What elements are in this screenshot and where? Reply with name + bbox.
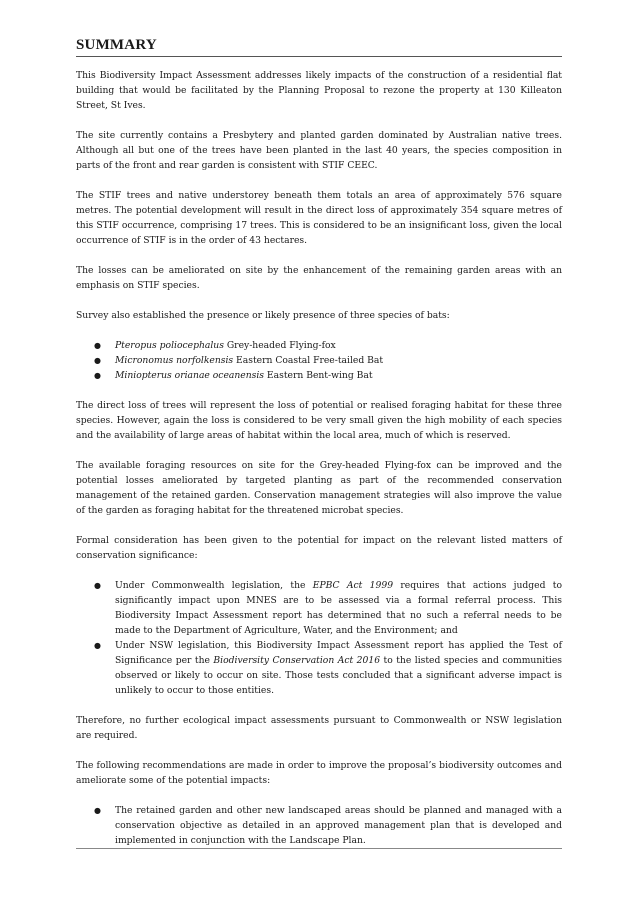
- list-item: [76, 578, 562, 638]
- legislation-text: Under NSW legislation, this Biodiversity Impact Assessment report has applied the Test of Significance per the: [115, 640, 562, 666]
- species-scientific-name: Micronomus norfolkensis: [115, 355, 234, 366]
- species-common-name: Eastern Coastal Free-tailed Bat: [233, 355, 384, 366]
- species-common-name: Eastern Bent-wing Bat: [264, 370, 373, 381]
- act-name: EPBC Act 1999: [312, 580, 394, 591]
- act-name: Biodiversity Conservation Act 2016: [213, 655, 381, 666]
- recommendation-text: The retained garden and other new landscaped areas should be planned and managed with a conservation objective as detailed in an approved management plan that is developed and implemented in conjunction with the Landscape Plan.: [115, 805, 562, 846]
- list-item: [76, 638, 562, 698]
- bullet-icon: ●: [94, 641, 101, 650]
- list-item: [76, 803, 562, 848]
- paragraph-bats-intro: Survey also established the presence or likely presence of three species of bats:: [76, 310, 450, 321]
- species-scientific-name: Miniopterus orianae oceanensis: [115, 370, 265, 381]
- list-item: [76, 338, 562, 353]
- paragraph-foraging: The available foraging resources on site for the Grey-headed Flying-fox can be improved and the potential losses ameliorated by targeted planting as part of the recommended conservation management of the retained garden. Conservation management strategies will also improve the value of the garden as foraging habitat for the threatened microbat species.: [76, 460, 562, 516]
- bullet-icon: ●: [94, 581, 101, 590]
- paragraph-intro: This Biodiversity Impact Assessment addresses likely impacts of the construction of a residential flat building that would be facilitated by the Planning Proposal to rezone the property at 130 Killeaton Street, St Ives.: [76, 70, 562, 111]
- document-body: [76, 68, 562, 863]
- bullet-icon: ●: [94, 356, 101, 365]
- legislation-list: [76, 578, 562, 698]
- bat-species-list: [76, 338, 562, 383]
- list-item: [76, 353, 562, 368]
- heading-divider: [76, 56, 562, 57]
- paragraph-tree-loss: The direct loss of trees will represent the loss of potential or realised foraging habitat for these three species. However, again the loss is considered to be very small given the high mobility of each species and the availability of large areas of habitat within the local area, much of which is reserved.: [76, 400, 562, 441]
- paragraph-amelioration: The losses can be ameliorated on site by the enhancement of the remaining garden areas with an emphasis on STIF species.: [76, 265, 562, 291]
- legislation-text: to the listed species and communities observed or likely to occur on site. Those tests concluded that a significant adverse impact is unlikely to occur to those entities.: [115, 655, 562, 696]
- legislation-text: Under Commonwealth legislation, the: [115, 580, 313, 591]
- list-item: [76, 368, 562, 383]
- species-common-name: Grey-headed Flying-fox: [223, 340, 336, 351]
- paragraph-conclusion: Therefore, no further ecological impact assessments pursuant to Commonwealth or NSW legislation are required.: [76, 715, 562, 741]
- legislation-text: requires that actions judged to significantly impact upon MNES are to be assessed via a formal referral process. This Biodiversity Impact Assessment report has determined that no such a referral needs to be made to the Department of Agriculture, Water, and the Environment; and: [115, 580, 563, 636]
- footer-divider: [76, 848, 562, 849]
- paragraph-recommendations-intro: The following recommendations are made in order to improve the proposal’s biodiversity outcomes and ameliorate some of the potential impacts:: [76, 760, 562, 786]
- page-title: SUMMARY: [76, 37, 157, 53]
- bullet-icon: ●: [94, 371, 101, 380]
- paragraph-site: The site currently contains a Presbytery and planted garden dominated by Australian native trees. Although all but one of the trees have been planted in the last 40 years, the species composition in parts of the front and rear garden is consistent with STIF CEEC.: [76, 130, 562, 171]
- recommendations-list: [76, 803, 562, 848]
- species-scientific-name: Pteropus poliocephalus: [115, 340, 224, 351]
- paragraph-stif-area: The STIF trees and native understorey beneath them totals an area of approximately 576 square metres. The potential development will result in the direct loss of approximately 354 square metres of this STIF occurrence, comprising 17 trees. This is considered to be an insignificant loss, given the local occurrence of STIF is in the order of 43 hectares.: [76, 190, 562, 246]
- bullet-icon: ●: [94, 341, 101, 350]
- bullet-icon: ●: [94, 806, 101, 815]
- paragraph-formal-consideration: Formal consideration has been given to the potential for impact on the relevant listed matters of conservation significance:: [76, 535, 562, 561]
